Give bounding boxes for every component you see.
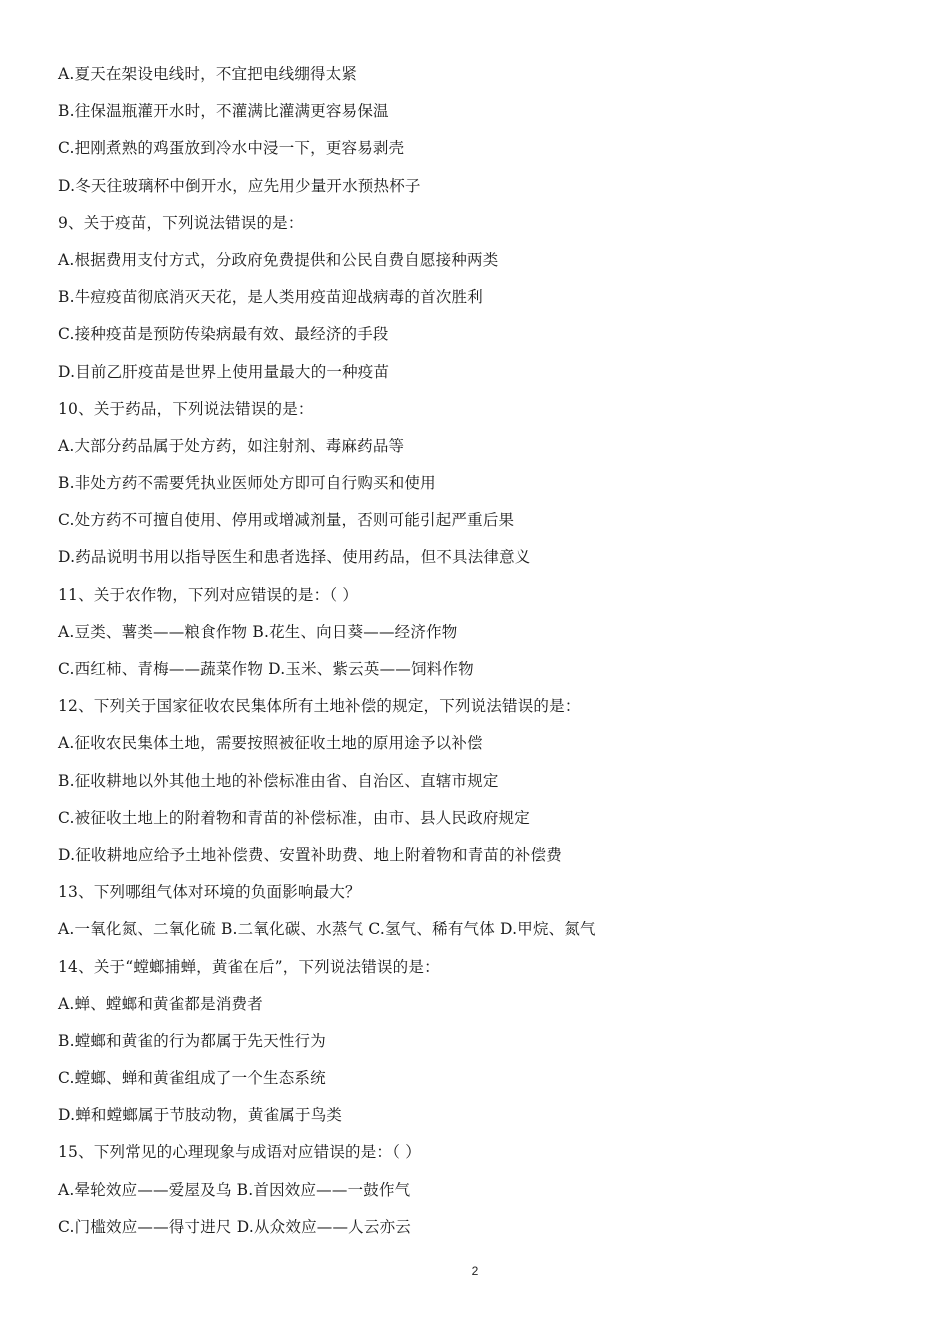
- text-line: A.征收农民集体土地，需要按照被征收土地的原用途予以补偿: [58, 734, 483, 753]
- text-line: A.蝉、螳螂和黄雀都是消费者: [58, 994, 263, 1013]
- text-line: D.目前乙肝疫苗是世界上使用量最大的一种疫苗: [58, 362, 390, 381]
- text-line: C.西红柿、青梅——蔬菜作物 D.玉米、紫云英——饲料作物: [58, 660, 474, 678]
- text-line: C.把刚煮熟的鸡蛋放到冷水中浸一下，更容易剥壳: [58, 139, 405, 158]
- text-line: B.非处方药不需要凭执业医师处方即可自行购买和使用: [58, 474, 436, 493]
- text-line: A.晕轮效应——爱屋及乌 B.首因效应——一鼓作气: [58, 1180, 411, 1199]
- text-line: C.螳螂、蝉和黄雀组成了一个生态系统: [58, 1069, 326, 1088]
- text-line: D.药品说明书用以指导医生和患者选择、使用药品，但不具法律意义: [58, 548, 531, 567]
- text-line: D.征收耕地应给予土地补偿费、安置补助费、地上附着物和青苗的补偿费: [58, 845, 562, 864]
- text-line: B.螳螂和黄雀的行为都属于先天性行为: [58, 1031, 326, 1050]
- text-line: C.接种疫苗是预防传染病最有效、最经济的手段: [58, 325, 389, 344]
- question-stem: 11、关于农作物，下列对应错误的是：（ ）: [58, 585, 359, 604]
- text-line: A.大部分药品属于处方药，如注射剂、毒麻药品等: [58, 436, 405, 455]
- question-stem: 13、下列哪组气体对环境的负面影响最大？: [58, 883, 361, 902]
- text-line: C.被征收土地上的附着物和青苗的补偿标准，由市、县人民政府规定: [58, 808, 530, 827]
- question-text-block: [58, 60, 918, 1250]
- text-line: A.夏天在架设电线时，不宜把电线绷得太紧: [58, 65, 358, 83]
- text-line: B.征收耕地以外其他土地的补偿标准由省、自治区、直辖市规定: [58, 771, 499, 790]
- text-line: A.根据费用支付方式，分政府免费提供和公民自费自愿接种两类: [58, 250, 499, 269]
- text-line: A.豆类、薯类——粮食作物 B.花生、向日葵——经济作物: [58, 622, 458, 641]
- text-line: C.门槛效应——得寸进尺 D.从众效应——人云亦云: [58, 1217, 411, 1236]
- question-stem: 10、关于药品，下列说法错误的是：: [58, 399, 314, 418]
- page-number: 2: [471, 1264, 479, 1278]
- text-line: B.牛痘疫苗彻底消灭天花，是人类用疫苗迎战病毒的首次胜利: [58, 288, 483, 307]
- text-line: D.冬天往玻璃杯中倒开水，应先用少量开水预热杯子: [58, 176, 421, 195]
- text-line: B.往保温瓶灌开水时，不灌满比灌满更容易保温: [58, 102, 389, 121]
- question-stem: 9、关于疫苗，下列说法错误的是：: [58, 213, 304, 232]
- text-line: C.处方药不可擅自使用、停用或增减剂量，否则可能引起严重后果: [58, 511, 515, 530]
- question-stem: 15、下列常见的心理现象与成语对应错误的是：（ ）: [58, 1143, 421, 1162]
- question-stem: 12、下列关于国家征收农民集体所有土地补偿的规定，下列说法错误的是：: [58, 697, 581, 716]
- text-line: D.蝉和螳螂属于节肢动物，黄雀属于鸟类: [58, 1106, 343, 1125]
- question-stem: 14、关于“螳螂捕蝉，黄雀在后”，下列说法错误的是：: [58, 957, 440, 976]
- text-line: A.一氧化氮、二氧化硫 B.二氧化碳、水蒸气 C.氢气、稀有气体 D.甲烷、氮气: [58, 920, 596, 939]
